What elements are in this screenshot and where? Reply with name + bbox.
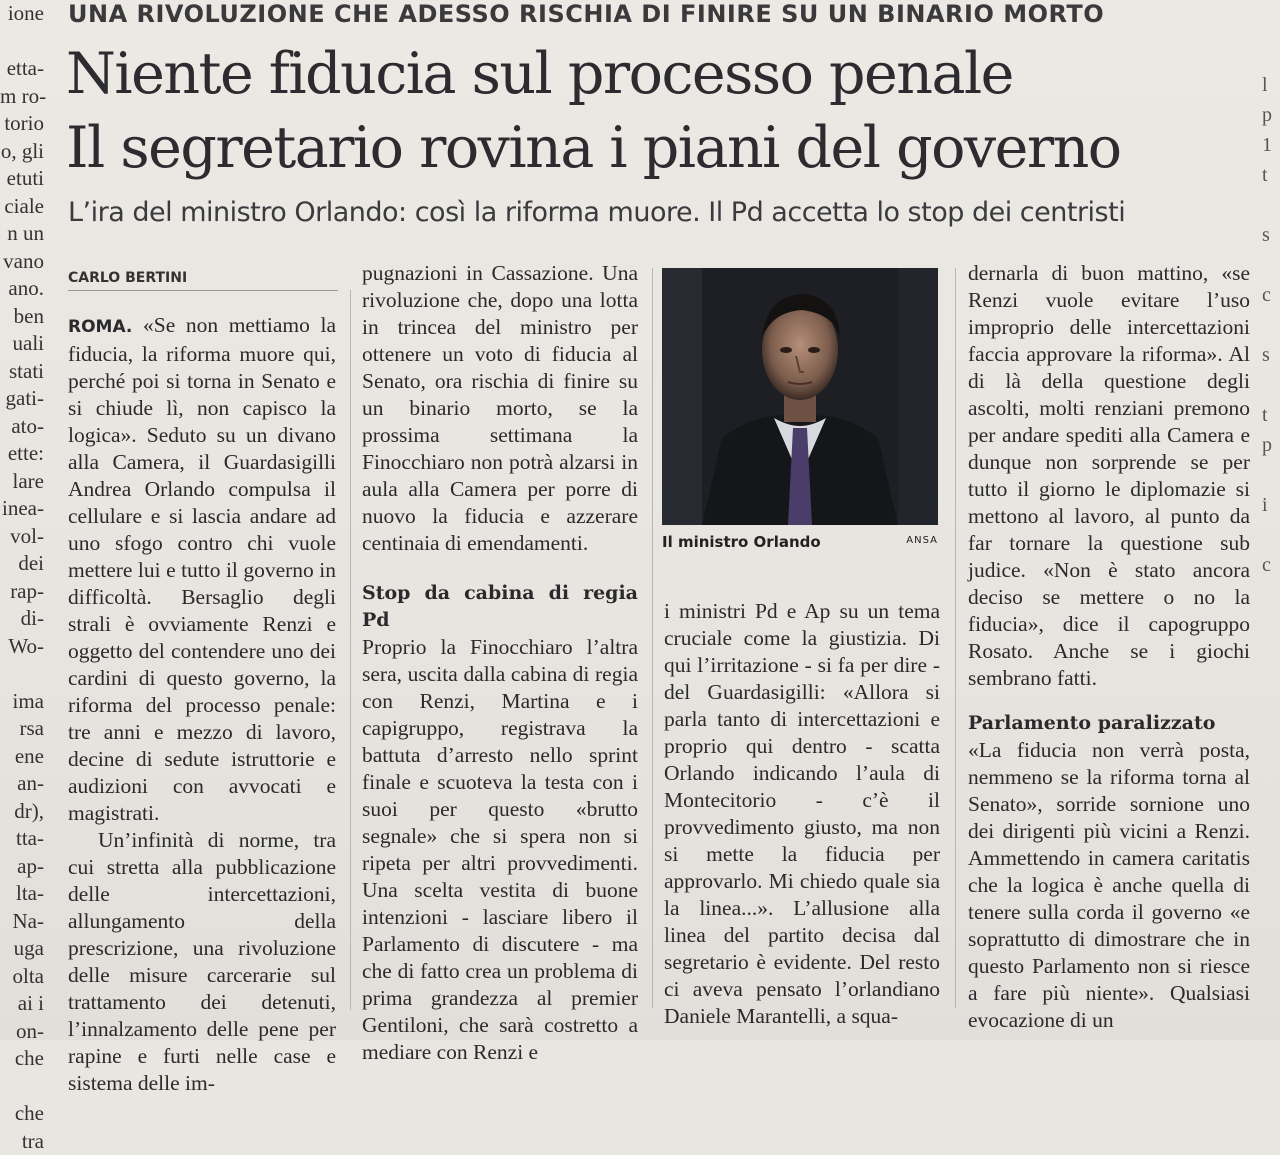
edge-line: che [0,1100,44,1128]
edge-line: p [1262,430,1280,460]
edge-line: tra [0,1128,44,1155]
section-subhead: Parlamento paralizzato [968,710,1250,737]
adjacent-column-right [1262,40,1280,1040]
edge-line: c [1262,550,1280,580]
edge-line: uga [0,935,44,963]
edge-line: che [0,1045,44,1073]
article-column-1 [68,312,336,1007]
edge-line: s [1262,340,1280,370]
edge-line: Na- [0,908,44,936]
edge-line: olta [0,963,44,991]
edge-line: p [1262,100,1280,130]
paragraph: Proprio la Finocchiaro l’altra sera, uscita dalla cabina di regia con Renzi, Martina e i capigruppo, registrava la battuta d’arresto nello sprint finale e scuoteva la testa con i suoi per questo «brutto segnale» che si spera non si ripeta per altri provvedimenti. Una scelta vestita di buone intenzioni - lasciare libero il Parlamento di discutere - ma che di fatto crea un problema di prima grandezza al premier Gentiloni, che sarà costretto a mediare con Renzi e [362,634,638,1066]
edge-line: ai i [0,990,44,1018]
edge-line: etta- [0,55,44,83]
paragraph: i ministri Pd e Ap su un tema cruciale come la giustizia. Di qui l’irritazione - si fa per dire - del Guardasigilli: «Allora si parla tanto di intercettazioni e proprio qui dentro - scatta Orlando indicando l’aula di Montecitorio - c’è il provvedimento giusto, ma non si mette la fiducia per approvarlo. Mi chiedo quale sia la linea...». L’allusione alla linea del partito decisa dal segretario è evidente. Del resto ci aveva pensato l’orlandiano Daniele Marantelli, a squa- [664,598,940,1030]
edge-line: ben [0,303,44,331]
edge-line [1262,520,1280,550]
caption-text: Il ministro Orlando [662,533,821,551]
paragraph-text: «Se non mettiamo la fiducia, la riforma muore qui, perché poi si torna in Senato e si chiude lì, non capisco la logica». Seduto su un divano alla Camera, il Guardasigilli Andrea Orlando compulsa il cellulare e si lascia andare ad uno sfogo contro chi vuole mettere lui e tutto il governo in difficoltà. Bersaglio degli strali è ovviamente Renzi e oggetto del contendere uno dei cardini di questo governo, la riforma del processo penale: tre anni e mezzo di lavoro, decine di sedute istruttorie e audizioni con avvocati e magistrati. [68,313,336,825]
edge-line: tta- [0,825,44,853]
edge-line: i [1262,490,1280,520]
edge-line [1262,250,1280,280]
edge-line: rap- [0,578,44,606]
headline-line-2: Il segretario rovina i piani del governo [66,116,1186,180]
edge-line: etuti [0,165,44,193]
photo-caption [662,533,938,551]
paragraph [68,312,336,827]
paragraph: «La fiducia non verrà posta, nemmeno se la riforma torna al Senato», sorride sornione uno dei dirigenti più vicini a Renzi. Ammettendo in camera caritatis che la logica è anche quella di tenere sulla corda il governo «e soprattutto di dimostrare che in questo Parlamento non si riesce a fare più niente». Qualsiasi evocazione di un [968,737,1250,1034]
edge-line: c [1262,280,1280,310]
portrait-illustration [662,268,938,525]
edge-line: t [1262,400,1280,430]
adjacent-column-left [0,0,44,1040]
edge-line: ene [0,743,44,771]
column-divider [955,268,956,1008]
article-column-3 [664,598,940,1010]
edge-line: rsa [0,715,44,743]
edge-line: ciale [0,193,44,221]
column-divider [350,290,351,1010]
edge-line [1262,190,1280,220]
article-column-4 [968,260,1250,1010]
edge-line [0,660,44,688]
edge-line: n un [0,220,44,248]
edge-line: uali [0,330,44,358]
headline-line-1: Niente fiducia sul processo penale [66,42,1186,106]
kicker: UNA RIVOLUZIONE CHE ADESSO RISCHIA DI FINIRE SU UN BINARIO MORTO [68,0,1068,28]
photo-credit: ANSA [906,535,938,546]
edge-line: ette: [0,440,44,468]
edge-line: s [1262,220,1280,250]
byline: CARLO BERTINI [68,270,338,291]
section-subhead: Stop da cabina di regia Pd [362,580,638,634]
edge-line: ato- [0,413,44,441]
edge-line: torio [0,110,44,138]
edge-line: gati- [0,385,44,413]
edge-line [1262,310,1280,340]
edge-line: inea- [0,495,44,523]
edge-line: Wo- [0,633,44,661]
edge-line: t [1262,160,1280,190]
edge-line: ano. [0,275,44,303]
edge-line: ima [0,688,44,716]
edge-line: ione [0,0,44,28]
edge-line: 1 [1262,130,1280,160]
edge-line: lare [0,468,44,496]
edge-line: m ro- [0,83,44,111]
edge-line: o, gli [0,138,44,166]
edge-line: lta- [0,880,44,908]
paragraph: dernarla di buon mattino, «se Renzi vuole evitare l’uso improprio delle intercettazioni faccia approvare la riforma». Al di là della questione degli ascolti, molti renziani premono per andare spediti alla Camera e dunque non sorprende se per tutto il giorno le diplomazie si mettono al lavoro, al punto da far tornare la questione sub judice. «Non è stato ancora deciso se mettere o no la fiducia», dice il capogruppo Rosato. Anche se i giochi sembrano fatti. [968,260,1250,692]
edge-line [1262,370,1280,400]
column-divider [652,268,653,1008]
paragraph: pugnazioni in Cassazione. Una rivoluzione che, dopo una lotta in trincea del ministro per ottenere un voto di fiducia al Senato, ora rischia di finire su un binario morto, se la prossima settimana la Finocchiaro non potrà alzarsi in aula alla Camera per porre di nuovo la fiducia e azzerare centinaia di emendamenti. [362,260,638,557]
edge-line: ap- [0,853,44,881]
portrait-photo [662,268,938,525]
article-column-2 [362,260,638,1010]
edge-line: vano [0,248,44,276]
edge-line: di- [0,605,44,633]
dateline: ROMA. [68,317,132,337]
edge-line: an- [0,770,44,798]
edge-line: stati [0,358,44,386]
edge-line: dr), [0,798,44,826]
edge-line: on- [0,1018,44,1046]
edge-line: vol- [0,523,44,551]
subtitle: L’ira del ministro Orlando: così la riforma muore. Il Pd accetta lo stop dei centristi [68,197,1248,228]
edge-line [0,1073,44,1101]
edge-line: dei [0,550,44,578]
edge-line [1262,460,1280,490]
edge-line: l [1262,70,1280,100]
paragraph: Un’infinità di norme, tra cui stretta alla pubblicazione delle intercettazioni, allungamento della prescrizione, una rivoluzione delle misure carcerarie sul trattamento dei detenuti, l’innalzamento delle pene per rapine e furti nelle case e sistema delle im- [68,827,336,1097]
edge-line [0,28,44,56]
edge-line [1262,40,1280,70]
